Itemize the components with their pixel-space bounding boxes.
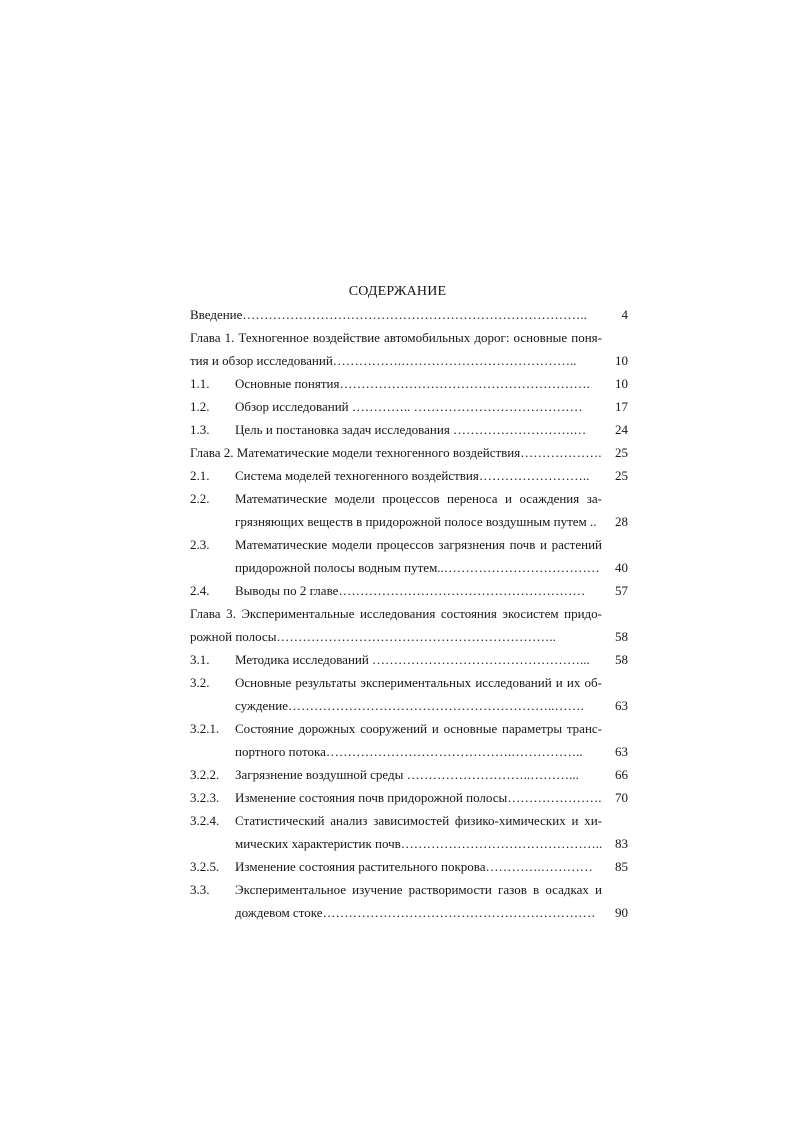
toc-entry-text: Методика исследований …………………………………………... xyxy=(235,652,590,667)
toc-entry-text: Обзор исследований ………….. ………………………………… xyxy=(235,399,583,414)
toc-entry-page: 63 xyxy=(615,744,628,759)
toc-entry-page: 10 xyxy=(615,376,628,391)
toc-entry-text: Изменение состояния растительного покрова………….………… xyxy=(235,859,593,874)
toc-entry-number: 2.4. xyxy=(190,583,210,598)
toc-entry-number: 1.2. xyxy=(190,399,210,414)
toc-entry-text: Система моделей техногенного воздействия…………………….. xyxy=(235,468,590,483)
toc-chapter-line: Глава 3. Экспериментальные исследования состояния экосистем придо- xyxy=(190,606,602,621)
toc-entry-text: Математические модели процессов переноса и осаждения за- xyxy=(235,491,602,506)
toc-entry-number: 3.3. xyxy=(190,882,210,897)
toc-title: СОДЕРЖАНИЕ xyxy=(348,284,447,299)
toc-entry-number: 2.3. xyxy=(190,537,210,552)
toc-entry-page: 4 xyxy=(621,307,628,322)
toc-entry-page: 10 xyxy=(615,353,628,368)
toc-entry-page: 63 xyxy=(615,698,628,713)
toc-entry-page: 83 xyxy=(615,836,628,851)
toc-entry-number: 3.1. xyxy=(190,652,210,667)
toc-entry-number: 2.1. xyxy=(190,468,210,483)
toc-entry-text: Выводы по 2 главе………………………………………………… xyxy=(235,583,586,598)
toc-entry-number: 3.2.3. xyxy=(190,790,220,805)
toc-entry-text: портного потока…………………………………….…………….. xyxy=(235,744,583,759)
toc-entry-text: Математические модели процессов загрязнения почв и растений xyxy=(235,537,602,552)
toc-entry-text: Состояние дорожных сооружений и основные параметры транс- xyxy=(235,721,602,736)
toc-entry-page: 58 xyxy=(615,629,628,644)
toc-entry-number: 3.2.5. xyxy=(190,859,220,874)
toc-entry-number: 1.1. xyxy=(190,376,210,391)
toc-entry-text: грязняющих веществ в придорожной полосе воздушным путем .. xyxy=(235,514,597,529)
toc-chapter-line: тия и обзор исследований…………….………………………………….. xyxy=(190,353,577,368)
toc-entry-number: 3.2.4. xyxy=(190,813,220,828)
toc-entry-text: Изменение состояния почв придорожной полосы…………………. xyxy=(235,790,602,805)
toc-entry-text: Цель и постановка задач исследования ……………………….… xyxy=(235,422,587,437)
toc-entry-page: 85 xyxy=(615,859,628,874)
toc-entry-number: 3.2.2. xyxy=(190,767,220,782)
toc-entry-page: 25 xyxy=(615,468,628,483)
toc-entry-text: Загрязнение воздушной среды ………………………..………... xyxy=(235,767,579,782)
toc-entry-page: 57 xyxy=(615,583,628,598)
toc-chapter-line: Глава 1. Техногенное воздействие автомобильных дорог: основные поня- xyxy=(190,330,602,345)
toc-entry-number: 2.2. xyxy=(190,491,210,506)
toc-entry-text: суждение……………………………………………………..……. xyxy=(235,698,584,713)
toc-entry-text: дождевом стоке……………………………………………………… xyxy=(235,905,596,920)
toc-chapter-line: рожной полосы……………………………………………………….. xyxy=(190,629,556,644)
toc-entry-text: Экспериментальное изучение растворимости газов в осадках и xyxy=(235,882,602,897)
toc-entry-number: 3.2. xyxy=(190,675,210,690)
toc-entry-page: 28 xyxy=(615,514,628,529)
toc-entry-text: Основные результаты экспериментальных исследований и их об- xyxy=(235,675,602,690)
toc-entry-text: придорожной полосы водным путем..……………………………… xyxy=(235,560,600,575)
toc-entry-page: 90 xyxy=(615,905,628,920)
toc-entry-text: мических характеристик почв……………………………………….. xyxy=(235,836,603,851)
toc-entry-number: 1.3. xyxy=(190,422,210,437)
toc-entry-page: 17 xyxy=(615,399,628,414)
toc-entry-text: Основные понятия…………………………………………………. xyxy=(235,376,590,391)
toc-entry-text: Введение…………………………………………………………………….. xyxy=(190,307,587,322)
toc-entry-number: 3.2.1. xyxy=(190,721,220,736)
toc-entry-page: 25 xyxy=(615,445,628,460)
toc-entry-text: Статистический анализ зависимостей физико-химических и хи- xyxy=(235,813,602,828)
toc-entry-page: 58 xyxy=(615,652,628,667)
toc-entry-page: 40 xyxy=(615,560,628,575)
toc-entry-page: 66 xyxy=(615,767,628,782)
toc-entry-page: 24 xyxy=(615,422,628,437)
toc-chapter-line: Глава 2. Математические модели техногенного воздействия………………. xyxy=(190,445,602,460)
toc-entry-page: 70 xyxy=(615,790,628,805)
